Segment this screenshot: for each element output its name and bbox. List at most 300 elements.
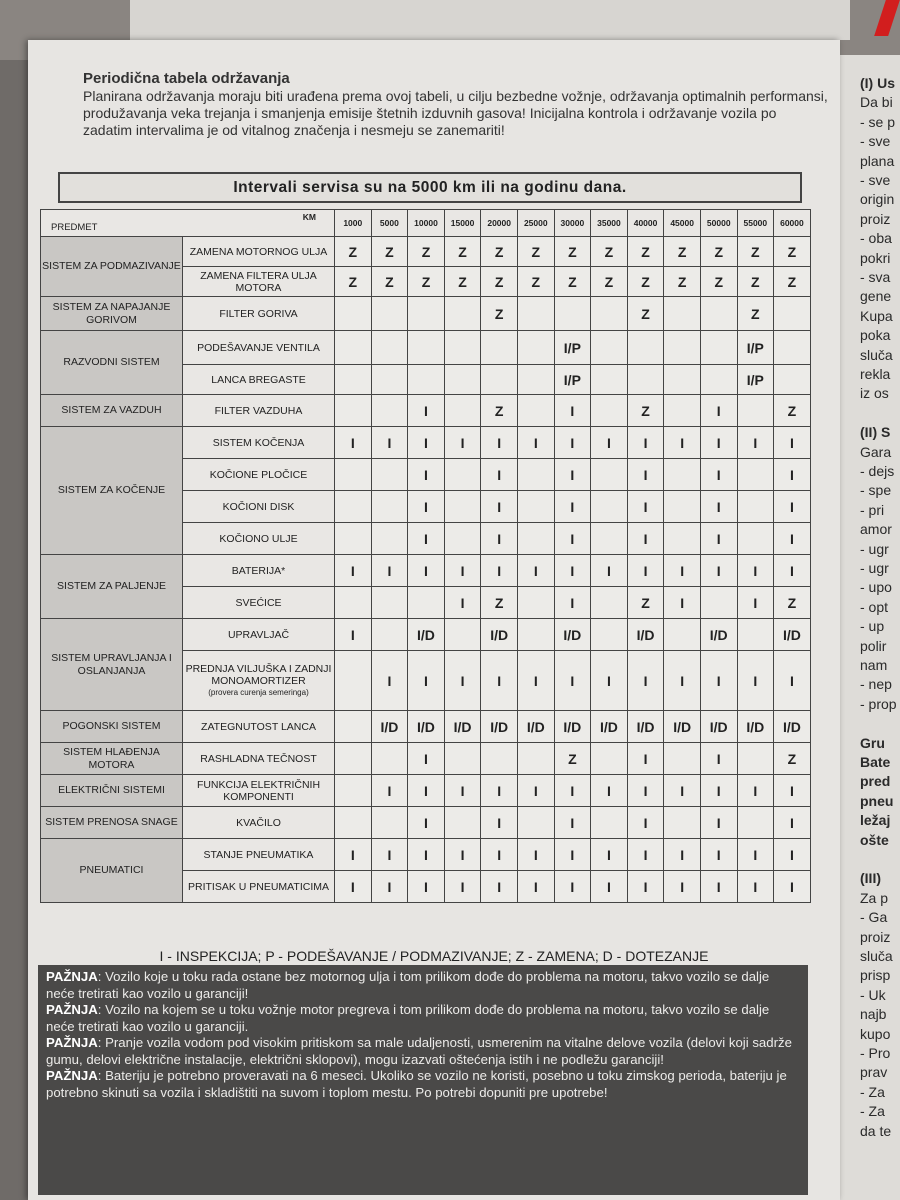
interval-cell: I/D: [481, 619, 518, 651]
interval-cell: I: [444, 775, 481, 807]
interval-cell: Z: [774, 395, 811, 427]
interval-cell: Z: [774, 237, 811, 267]
interval-cell: I: [554, 427, 591, 459]
interval-cell: [371, 365, 408, 395]
warning-paragraph: [46, 969, 800, 1002]
interval-cell: I: [481, 651, 518, 711]
interval-cell: [591, 523, 628, 555]
interval-cell: [627, 331, 664, 365]
km-column-header: 60000: [774, 210, 811, 237]
interval-cell: [517, 587, 554, 619]
warning-box: [38, 965, 808, 1195]
interval-cell: I: [591, 651, 628, 711]
table-row: [41, 427, 811, 459]
right-page-line: Gara: [860, 443, 892, 460]
interval-cell: [444, 743, 481, 775]
interval-cell: Z: [481, 587, 518, 619]
interval-cell: I: [737, 427, 774, 459]
warning-text: : Pranje vozila vodom pod visokim pritiskom sa male udaljenosti, usmerenim na vitalne delove vozila (delovi koji sadrže gumu, delovi električne instalacije, električni sklopovi), mogu izazvati oštećenja istih i ne podležu garanciji!: [46, 1035, 792, 1067]
interval-cell: Z: [481, 297, 518, 331]
interval-cell: [371, 459, 408, 491]
interval-cell: I: [481, 427, 518, 459]
interval-cell: [371, 491, 408, 523]
table-header-row: [41, 210, 811, 237]
km-column-header: 40000: [627, 210, 664, 237]
interval-cell: I: [737, 839, 774, 871]
interval-cell: Z: [700, 237, 737, 267]
interval-cell: I: [700, 839, 737, 871]
interval-cell: I: [554, 555, 591, 587]
interval-cell: [737, 523, 774, 555]
item-label: PRITISAK U PNEUMATICIMA: [188, 880, 329, 893]
item-label: PREDNJA VILJUŠKA I ZADNJI MONOAMORTIZER: [185, 662, 332, 687]
interval-cell: [517, 491, 554, 523]
interval-cell: I: [517, 427, 554, 459]
right-page-line: ležaj: [860, 812, 891, 829]
interval-cell: [737, 459, 774, 491]
interval-cell: I: [444, 839, 481, 871]
item-note: (provera curenja semeringa): [208, 687, 309, 697]
interval-cell: I/D: [591, 711, 628, 743]
interval-cell: [591, 587, 628, 619]
item-name-cell: [183, 491, 335, 523]
interval-cell: [371, 619, 408, 651]
interval-cell: I: [591, 555, 628, 587]
right-page-line: - prop: [860, 695, 897, 712]
interval-cell: I: [774, 427, 811, 459]
interval-cell: I: [700, 871, 737, 903]
right-page-line: - Pro: [860, 1045, 891, 1061]
system-name-cell: SISTEM HLAĐENJA MOTORA: [41, 743, 183, 775]
interval-cell: [517, 365, 554, 395]
interval-cell: I: [774, 555, 811, 587]
km-column-header: 50000: [700, 210, 737, 237]
table-row: [41, 775, 811, 807]
right-page-line: plana: [860, 152, 895, 169]
right-page-line: - sva: [860, 269, 891, 285]
interval-cell: [737, 743, 774, 775]
interval-cell: Z: [627, 587, 664, 619]
interval-cell: [335, 491, 372, 523]
interval-cell: [517, 459, 554, 491]
interval-cell: I/D: [664, 711, 701, 743]
interval-cell: I: [627, 743, 664, 775]
interval-cell: [335, 587, 372, 619]
interval-cell: Z: [444, 267, 481, 297]
interval-cell: I: [481, 871, 518, 903]
interval-cell: I: [408, 807, 445, 839]
item-name-cell: [183, 237, 335, 267]
interval-cell: I: [700, 743, 737, 775]
interval-cell: I: [554, 807, 591, 839]
interval-cell: I: [517, 651, 554, 711]
right-page-line: - nep: [860, 676, 892, 693]
right-page-line: ošte: [860, 831, 889, 848]
interval-cell: Z: [481, 267, 518, 297]
table-row: [41, 555, 811, 587]
interval-cell: Z: [481, 237, 518, 267]
interval-cell: [335, 459, 372, 491]
interval-cell: [664, 459, 701, 491]
interval-cell: [774, 297, 811, 331]
interval-cell: [408, 587, 445, 619]
interval-cell: I: [700, 775, 737, 807]
interval-cell: I: [700, 491, 737, 523]
interval-cell: I: [700, 395, 737, 427]
interval-cell: I: [371, 871, 408, 903]
interval-cell: Z: [700, 267, 737, 297]
interval-cell: I: [408, 775, 445, 807]
right-page-line: origin: [860, 191, 895, 208]
interval-cell: I: [627, 427, 664, 459]
right-page-line: pneu: [860, 792, 894, 809]
interval-cell: [700, 365, 737, 395]
interval-cell: I: [627, 775, 664, 807]
right-page-line: - dejs: [860, 463, 895, 479]
interval-cell: I: [371, 555, 408, 587]
interval-cell: I: [335, 427, 372, 459]
table-row: [41, 619, 811, 651]
interval-cell: I: [444, 871, 481, 903]
interval-cell: [481, 331, 518, 365]
right-page-line: najb: [860, 1006, 887, 1023]
interval-cell: [335, 365, 372, 395]
interval-cell: I: [481, 839, 518, 871]
interval-cell: [664, 331, 701, 365]
right-page-line: - Za: [860, 1103, 885, 1120]
item-name-cell: [183, 839, 335, 871]
interval-cell: Z: [737, 297, 774, 331]
maintenance-table: [40, 209, 811, 903]
interval-cell: [664, 395, 701, 427]
system-name-cell: ELEKTRIČNI SISTEMI: [41, 775, 183, 807]
item-name-cell: [183, 331, 335, 365]
interval-cell: I: [737, 555, 774, 587]
warning-paragraph: [46, 1035, 800, 1068]
interval-cell: [517, 297, 554, 331]
interval-cell: I: [517, 839, 554, 871]
interval-cell: I: [627, 871, 664, 903]
item-label: RASHLADNA TEČNOST: [200, 752, 317, 765]
right-page-line: rekla: [860, 366, 891, 382]
km-column-header: 55000: [737, 210, 774, 237]
interval-banner: Intervali servisa su na 5000 km ili na godinu dana.: [58, 172, 802, 203]
km-column-header: 10000: [408, 210, 445, 237]
interval-cell: I: [335, 555, 372, 587]
interval-cell: I: [371, 427, 408, 459]
interval-cell: I: [664, 871, 701, 903]
table-row: [41, 297, 811, 331]
right-page-line: iz os: [860, 385, 889, 402]
interval-cell: [444, 459, 481, 491]
item-label: SISTEM KOČENJA: [212, 436, 305, 449]
interval-cell: Z: [517, 237, 554, 267]
interval-cell: Z: [335, 237, 372, 267]
interval-cell: I/D: [517, 711, 554, 743]
interval-cell: I: [774, 491, 811, 523]
item-name-cell: [183, 395, 335, 427]
right-page-line: (III): [860, 870, 881, 887]
km-column-header: 25000: [517, 210, 554, 237]
interval-cell: I: [444, 427, 481, 459]
item-label: FILTER VAZDUHA: [214, 404, 303, 417]
interval-cell: I: [700, 459, 737, 491]
item-label: STANJE PNEUMATIKA: [203, 848, 314, 861]
right-page-line: da te: [860, 1122, 892, 1139]
interval-cell: [591, 459, 628, 491]
item-label: KOČIONI DISK: [222, 500, 295, 513]
interval-cell: [444, 297, 481, 331]
interval-cell: Z: [591, 267, 628, 297]
item-name-cell: [183, 523, 335, 555]
interval-cell: [371, 587, 408, 619]
interval-cell: [517, 331, 554, 365]
maintenance-page: [28, 40, 840, 1200]
interval-cell: [700, 297, 737, 331]
interval-cell: [737, 491, 774, 523]
right-page-line: - Ga: [860, 909, 888, 926]
interval-cell: [517, 807, 554, 839]
interval-cell: I: [700, 523, 737, 555]
interval-cell: I: [371, 839, 408, 871]
item-label: UPRAVLJAČ: [227, 628, 290, 641]
right-page-line: - up: [860, 618, 885, 635]
warning-paragraph: [46, 1068, 800, 1101]
interval-cell: [335, 711, 372, 743]
item-name-cell: [183, 459, 335, 491]
interval-cell: Z: [737, 237, 774, 267]
interval-cell: Z: [444, 237, 481, 267]
right-page-line: (II) S: [860, 424, 891, 441]
interval-cell: I: [335, 871, 372, 903]
system-name-cell: SISTEM PRENOSA SNAGE: [41, 807, 183, 839]
right-page-line: sluča: [860, 346, 893, 363]
interval-cell: Z: [554, 237, 591, 267]
item-name-cell: [183, 807, 335, 839]
interval-cell: [335, 331, 372, 365]
intro-paragraph: Planirana održavanja moraju biti urađena prema ovoj tabeli, u cilju bezbedne vožnje, održavanja optimalnih performansi, produžavanja veka trejanja i smanjenja emisije štetnih izduvnih gasova! Inicijalna kontrola i održavanje vozila po zadatim intervalima je od vitalnog značenja i nesmeju se zanemariti!: [83, 88, 828, 138]
interval-cell: [664, 365, 701, 395]
interval-cell: [591, 619, 628, 651]
interval-cell: [371, 395, 408, 427]
interval-cell: [444, 365, 481, 395]
interval-cell: [335, 775, 372, 807]
interval-cell: I: [591, 839, 628, 871]
interval-cell: I: [481, 555, 518, 587]
right-page-line: - ugr: [860, 540, 889, 557]
warning-label: PAŽNJA: [46, 1002, 98, 1017]
item-label: ZAMENA MOTORNOG ULJA: [189, 245, 328, 258]
interval-cell: I: [408, 427, 445, 459]
item-label: SVEĆICE: [235, 596, 282, 609]
interval-cell: I: [554, 523, 591, 555]
right-page-line: poka: [860, 327, 891, 344]
interval-cell: I: [591, 427, 628, 459]
item-name-cell: [183, 427, 335, 459]
interval-cell: I: [554, 459, 591, 491]
interval-cell: [627, 365, 664, 395]
interval-cell: I: [444, 587, 481, 619]
interval-cell: Z: [554, 267, 591, 297]
interval-cell: I/P: [737, 331, 774, 365]
right-page-line: pokri: [860, 249, 891, 266]
interval-cell: I: [554, 871, 591, 903]
right-page-line: - sve: [860, 172, 891, 188]
system-name-cell: SISTEM ZA VAZDUH: [41, 395, 183, 427]
interval-cell: [591, 491, 628, 523]
interval-cell: [591, 365, 628, 395]
item-label: LANCA BREGASTE: [211, 373, 306, 386]
interval-cell: [481, 365, 518, 395]
interval-cell: I: [371, 775, 408, 807]
km-column-header: 35000: [591, 210, 628, 237]
right-page-line: kupo: [860, 1025, 891, 1042]
interval-cell: I: [371, 651, 408, 711]
right-page-line: prav: [860, 1064, 888, 1081]
right-page-line: Gru: [860, 734, 885, 751]
interval-cell: [408, 297, 445, 331]
item-name-cell: [183, 775, 335, 807]
interval-cell: [737, 807, 774, 839]
interval-cell: I: [408, 839, 445, 871]
table-row: [41, 395, 811, 427]
interval-cell: Z: [335, 267, 372, 297]
interval-cell: I/D: [700, 711, 737, 743]
right-page-line: - opt: [860, 598, 889, 615]
interval-cell: [774, 331, 811, 365]
interval-cell: I/D: [481, 711, 518, 743]
interval-cell: [335, 297, 372, 331]
interval-cell: Z: [371, 267, 408, 297]
interval-cell: I: [408, 523, 445, 555]
interval-cell: I: [517, 871, 554, 903]
interval-cell: Z: [591, 237, 628, 267]
system-name-cell: SISTEM ZA KOČENJE: [41, 427, 183, 555]
right-page-line: - spe: [860, 482, 892, 499]
system-name-cell: PNEUMATICI: [41, 839, 183, 903]
interval-cell: I: [737, 871, 774, 903]
interval-cell: [335, 807, 372, 839]
maintenance-table-wrap: [40, 172, 810, 903]
interval-cell: Z: [481, 395, 518, 427]
system-name-cell: SISTEM UPRAVLJANJA I OSLANJANJA: [41, 619, 183, 711]
interval-cell: I/D: [554, 711, 591, 743]
interval-cell: Z: [627, 267, 664, 297]
interval-cell: I: [664, 775, 701, 807]
interval-cell: [664, 523, 701, 555]
warning-text: : Vozilo koje u toku rada ostane bez motornog ulja i tom prilikom dođe do problema na motoru, takvo vozilo se dalje neće tretirati kao vozilo u garanciji!: [46, 969, 770, 1001]
interval-cell: I/D: [774, 711, 811, 743]
interval-cell: Z: [664, 237, 701, 267]
warning-text: : Vozilo na kojem se u toku vožnje motor pregreva i tom prilikom dođe do problema na motoru, takvo vozilo se dalje neće tretirati kao vozilo u garanciji.: [46, 1002, 770, 1034]
right-page-line: sluča: [860, 948, 893, 964]
interval-cell: I/D: [627, 619, 664, 651]
interval-cell: Z: [627, 237, 664, 267]
interval-cell: I: [444, 555, 481, 587]
right-page-line: gene: [860, 288, 892, 305]
interval-cell: [591, 807, 628, 839]
interval-cell: [517, 619, 554, 651]
item-name-cell: [183, 619, 335, 651]
interval-cell: [517, 523, 554, 555]
interval-cell: [444, 331, 481, 365]
interval-cell: Z: [737, 267, 774, 297]
legend: I - INSPEKCIJA; P - PODEŠAVANJE / PODMAZIVANJE; Z - ZAMENA; D - DOTEZANJE: [159, 948, 709, 964]
interval-cell: I: [664, 839, 701, 871]
interval-cell: I: [517, 775, 554, 807]
system-name-cell: RAZVODNI SISTEM: [41, 331, 183, 395]
right-page-line: - se p: [860, 113, 896, 130]
item-label: FILTER GORIVA: [219, 307, 298, 320]
interval-cell: I: [664, 651, 701, 711]
interval-cell: I: [737, 651, 774, 711]
interval-cell: Z: [554, 743, 591, 775]
table-row: [41, 711, 811, 743]
right-page-line: Da bi: [860, 94, 893, 111]
interval-cell: I: [774, 523, 811, 555]
interval-cell: [335, 523, 372, 555]
interval-cell: I: [481, 523, 518, 555]
interval-cell: I: [335, 619, 372, 651]
interval-cell: [517, 395, 554, 427]
table-row: [41, 807, 811, 839]
interval-cell: I: [664, 555, 701, 587]
interval-cell: I: [481, 775, 518, 807]
item-name-cell: [183, 555, 335, 587]
item-name-cell: [183, 651, 335, 711]
interval-cell: [700, 587, 737, 619]
interval-cell: I: [591, 871, 628, 903]
interval-cell: I: [408, 743, 445, 775]
interval-cell: I: [737, 587, 774, 619]
interval-cell: I: [700, 555, 737, 587]
interval-cell: [700, 331, 737, 365]
interval-cell: I/D: [444, 711, 481, 743]
system-name-cell: SISTEM ZA PALJENJE: [41, 555, 183, 619]
interval-cell: [371, 331, 408, 365]
interval-cell: [371, 743, 408, 775]
interval-cell: [737, 619, 774, 651]
interval-cell: I: [554, 587, 591, 619]
km-column-header: 5000: [371, 210, 408, 237]
item-name-cell: [183, 587, 335, 619]
interval-cell: [444, 523, 481, 555]
item-label: KOČIONO ULJE: [219, 532, 298, 545]
interval-cell: I: [627, 459, 664, 491]
interval-cell: I: [627, 839, 664, 871]
item-label: ZAMENA FILTERA ULJA MOTORA: [200, 269, 317, 294]
interval-cell: [444, 395, 481, 427]
interval-cell: I: [408, 651, 445, 711]
right-page-line: (I) Us: [860, 75, 895, 91]
interval-cell: I: [481, 491, 518, 523]
system-name-cell: SISTEM ZA PODMAZIVANJE: [41, 237, 183, 297]
interval-cell: I/D: [408, 619, 445, 651]
interval-cell: I: [444, 651, 481, 711]
interval-cell: [554, 297, 591, 331]
interval-cell: [371, 523, 408, 555]
interval-cell: Z: [408, 267, 445, 297]
predmet-label: PREDMET: [51, 222, 98, 233]
interval-cell: I: [774, 775, 811, 807]
right-page-line: Za p: [860, 889, 889, 906]
interval-cell: [591, 743, 628, 775]
interval-cell: [664, 491, 701, 523]
right-page-line: Kupa: [860, 307, 893, 324]
interval-cell: I/D: [408, 711, 445, 743]
right-page-line: amor: [860, 521, 892, 538]
right-page-line: Bate: [860, 754, 891, 770]
